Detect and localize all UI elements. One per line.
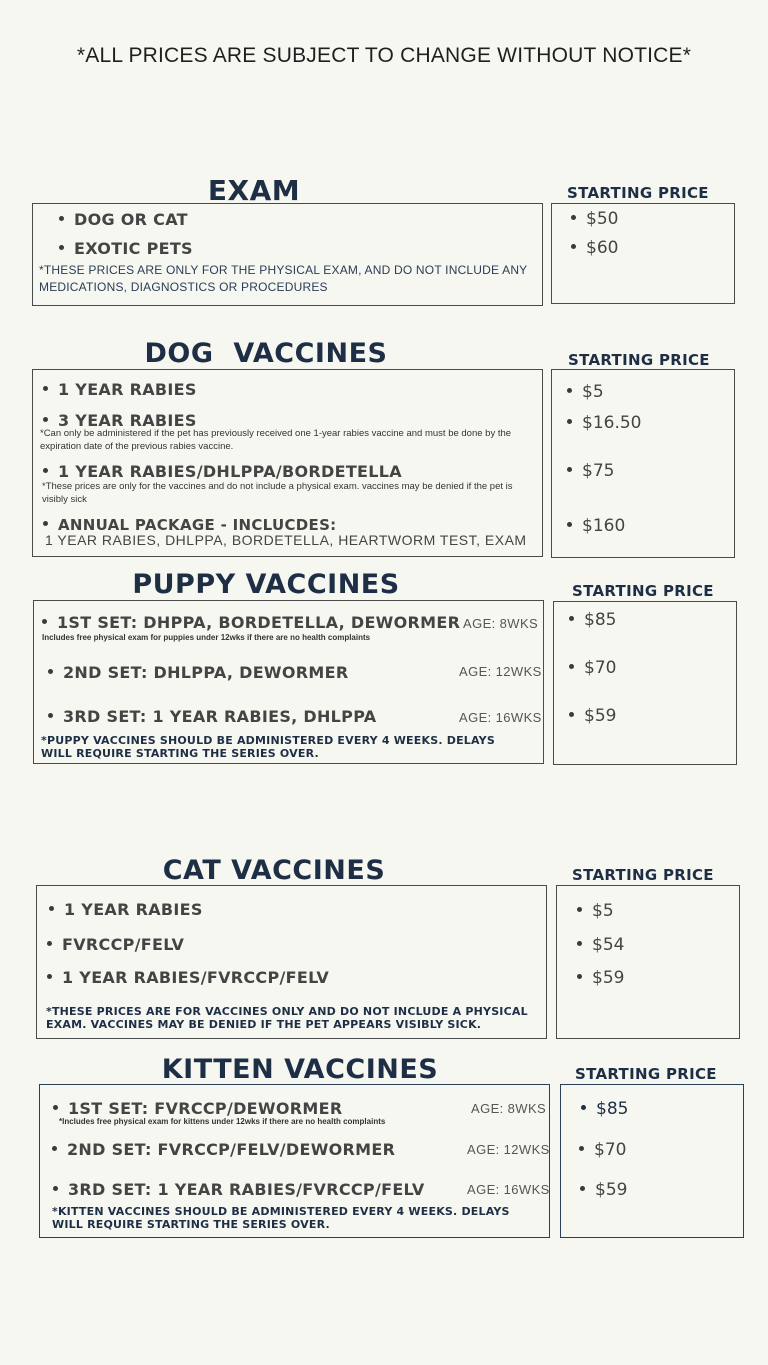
list-item: ANNUAL PACKAGE - INCLUCDES: xyxy=(43,516,336,534)
dog-vaccines-title: DOG VACCINES xyxy=(144,338,388,369)
kitten-note: *KITTEN VACCINES SHOULD BE ADMINISTERED EVERY 4 WEEKS. DELAYS WILL REQUIRE STARTING THE SERIES OVER. xyxy=(52,1205,510,1231)
price: $75 xyxy=(567,461,614,481)
bullet-icon xyxy=(571,244,576,249)
list-item: 1ST SET: FVRCCP/DEWORMER xyxy=(53,1099,342,1118)
bullet-icon xyxy=(580,1186,585,1191)
kitten-starting-price-label: STARTING PRICE xyxy=(575,1065,717,1083)
kitten-price-box xyxy=(560,1084,744,1238)
bullet-icon xyxy=(43,521,48,526)
age-label: AGE: 8WKS xyxy=(463,616,539,631)
age-label: AGE: 16WKS xyxy=(467,1182,550,1197)
cat-note: *THESE PRICES ARE FOR VACCINES ONLY AND DO NOT INCLUDE A PHYSICAL EXAM. VACCINES MAY BE DENIED IF THE PET APPEARS VISIBLY SICK. xyxy=(46,1005,528,1031)
age-label: AGE: 12WKS xyxy=(467,1142,550,1157)
price: $16.50 xyxy=(567,413,641,433)
price: $59 xyxy=(580,1180,627,1200)
age-label: AGE: 8WKS xyxy=(471,1101,547,1116)
kitten-items-box xyxy=(39,1084,550,1238)
list-item: 3 YEAR RABIES xyxy=(43,411,197,430)
age-label: AGE: 16WKS xyxy=(459,710,542,725)
dog-3yr-note: *Can only be administered if the pet has previously received one 1-year rabies vaccine and must be done by the expiration date of the previous rabies vaccine. xyxy=(40,428,512,452)
dog-items-box xyxy=(32,369,543,557)
price: $50 xyxy=(571,209,618,229)
price: $85 xyxy=(569,610,616,630)
list-item: 2ND SET: DHLPPA, DEWORMER xyxy=(48,663,348,682)
dog-price-box xyxy=(551,369,735,558)
price-notice: *ALL PRICES ARE SUBJECT TO CHANGE WITHOUT NOTICE* xyxy=(76,44,692,67)
exam-starting-price-label: STARTING PRICE xyxy=(567,184,709,202)
bullet-icon xyxy=(567,419,572,424)
bullet-icon xyxy=(581,1105,586,1110)
price: $59 xyxy=(577,968,624,988)
cat-price-box xyxy=(556,885,740,1039)
exam-note: *THESE PRICES ARE ONLY FOR THE PHYSICAL EXAM, AND DO NOT INCLUDE ANY MEDICATIONS, DIAGNOSTICS OR PROCEDURES xyxy=(39,263,528,294)
bullet-icon xyxy=(577,907,582,912)
puppy-note: *PUPPY VACCINES SHOULD BE ADMINISTERED EVERY 4 WEEKS. DELAYS WILL REQUIRE STARTING THE SERIES OVER. xyxy=(41,734,495,760)
price: $54 xyxy=(577,935,624,955)
bullet-icon xyxy=(52,1146,57,1151)
list-item: FVRCCP/FELV xyxy=(47,935,184,954)
list-item: 1 YEAR RABIES/DHLPPA/BORDETELLA xyxy=(43,462,402,481)
bullet-icon xyxy=(48,669,53,674)
age-label: AGE: 12WKS xyxy=(459,664,542,679)
puppy-items-box xyxy=(33,600,544,764)
list-item: DOG OR CAT xyxy=(59,210,188,229)
bullet-icon xyxy=(569,712,574,717)
bullet-icon xyxy=(53,1186,58,1191)
list-item: EXOTIC PETS xyxy=(59,239,193,258)
bullet-icon xyxy=(43,386,48,391)
bullet-icon xyxy=(579,1146,584,1151)
dog-starting-price-label: STARTING PRICE xyxy=(568,351,710,369)
bullet-icon xyxy=(47,941,52,946)
bullet-icon xyxy=(49,906,54,911)
price: $160 xyxy=(567,516,625,536)
price: $70 xyxy=(569,658,616,678)
puppy-starting-price-label: STARTING PRICE xyxy=(572,582,714,600)
bullet-icon xyxy=(577,974,582,979)
bullet-icon xyxy=(59,216,64,221)
bullet-icon xyxy=(577,941,582,946)
price: $5 xyxy=(567,382,604,402)
exam-price-box xyxy=(551,203,735,304)
exam-title: EXAM xyxy=(207,174,301,207)
price: $59 xyxy=(569,706,616,726)
exam-items-box xyxy=(32,203,543,306)
bullet-icon xyxy=(59,245,64,250)
puppy-first-set-note: Includes free physical exam for puppies under 12wks if there are no health complaints xyxy=(42,633,371,642)
bullet-icon xyxy=(571,215,576,220)
cat-items-box xyxy=(36,885,547,1039)
list-item: 3RD SET: 1 YEAR RABIES, DHLPPA xyxy=(48,707,376,726)
bullet-icon xyxy=(47,974,52,979)
dog-combo-note: *These prices are only for the vaccines and do not include a physical exam. vaccines may be denied if the pet is visibly sick xyxy=(42,481,513,505)
price: $70 xyxy=(579,1140,626,1160)
kitten-first-set-note: *Includes free physical exam for kittens under 12wks if there are no health complaints xyxy=(59,1117,386,1126)
bullet-icon xyxy=(42,619,47,624)
price: $85 xyxy=(581,1099,628,1119)
list-item: 1 YEAR RABIES/FVRCCP/FELV xyxy=(47,968,329,987)
bullet-icon xyxy=(569,664,574,669)
list-item: 1 YEAR RABIES xyxy=(49,900,203,919)
cat-starting-price-label: STARTING PRICE xyxy=(572,866,714,884)
puppy-price-box xyxy=(553,601,737,765)
bullet-icon xyxy=(48,713,53,718)
cat-vaccines-title: CAT VACCINES xyxy=(162,855,386,886)
kitten-vaccines-title: KITTEN VACCINES xyxy=(161,1054,439,1085)
list-item: 3RD SET: 1 YEAR RABIES/FVRCCP/FELV xyxy=(53,1180,425,1199)
bullet-icon xyxy=(567,467,572,472)
list-item: 1ST SET: DHPPA, BORDETELLA, DEWORMER xyxy=(42,613,460,632)
package-contents: 1 YEAR RABIES, DHLPPA, BORDETELLA, HEARTWORM TEST, EXAM xyxy=(45,532,527,548)
bullet-icon xyxy=(43,417,48,422)
price: $60 xyxy=(571,238,618,258)
bullet-icon xyxy=(569,616,574,621)
list-item: 1 YEAR RABIES xyxy=(43,380,197,399)
price: $5 xyxy=(577,901,614,921)
bullet-icon xyxy=(567,388,572,393)
bullet-icon xyxy=(567,522,572,527)
list-item: 2ND SET: FVRCCP/FELV/DEWORMER xyxy=(52,1140,395,1159)
bullet-icon xyxy=(53,1105,58,1110)
puppy-vaccines-title: PUPPY VACCINES xyxy=(132,569,400,600)
bullet-icon xyxy=(43,468,48,473)
